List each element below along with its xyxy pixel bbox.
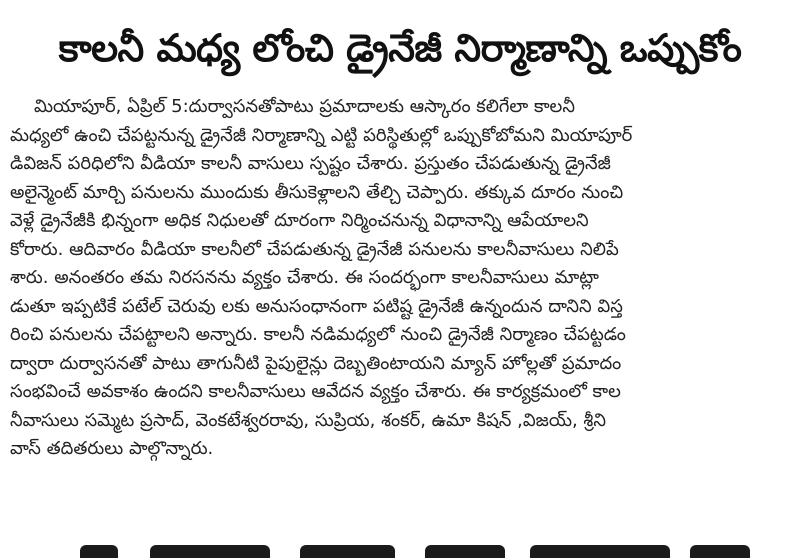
body-line: సంభవించే అవకాశం ఉందని కాలనీవాసులు ఆవేదన వ్యక్తం చేశారు. ఈ కార్యక్రమంలో కాల xyxy=(10,381,621,402)
body-line: మధ్యలో ఉంచి చేపట్టనున్న డ్రైనేజీ నిర్మాణాన్ని ఎట్టి పరిస్థితుల్లో ఒప్పుకోబోమని మియాపూర్ xyxy=(10,124,633,146)
body-line: కోరారు. ఆదివారం వీడియా కాలనీలో చేపడుతున్న డ్రైనేజీ పనులను కాలనీవాసులు నిలిపే xyxy=(10,238,619,260)
article-body xyxy=(10,93,790,464)
body-line: ద్వారా దుర్వాసనతో పాటు తాగునీటి పైపులైన్లు దెబ్బతింటాయని మ్యాన్ హోల్లతో ప్రమాదం xyxy=(10,352,622,374)
body-line: డివిజన్ పరిధిలోని వీడియా కాలనీ వాసులు స్పష్టం చేశారు. ప్రస్తుతం చేపడుతున్న డ్రైనేజీ xyxy=(10,153,611,174)
article-headline: కాలనీ మధ్య లోంచి డ్రైనేజీ నిర్మాణాన్ని ఒప్పుకోం xyxy=(58,26,742,70)
body-line: నీవాసులు సమ్మెట ప్రసాద్, వెంకటేశ్వరరావు, సుప్రియ, శంకర్, ఉమా కిషన్ ,విజయ్, శ్రీని xyxy=(10,409,606,431)
body-line: వాస్ తదితరులు పాల్గొన్నారు. xyxy=(10,438,214,459)
body-line: డుతూ ఇప్పటికే పటేల్ చెరువు లకు అనుసంధానంగా పటిష్ట డ్రైనేజీ ఉన్నందున దానిని విస్త xyxy=(10,295,623,317)
body-line: శారు. అనంతరం తమ నిరసనను వ్యక్తం చేశారు. ఈ సందర్భంగా కాలనీవాసులు మాట్లా xyxy=(10,267,599,288)
body-line: మియాపూర్, ఏప్రిల్ 5:దుర్వాసనతోపాటు ప్రమాదాలకు ఆస్కారం కలిగేలా కాలనీ xyxy=(34,96,575,117)
next-article-cut-off-text xyxy=(60,545,760,558)
body-line: రించి పనులను చేపట్టాలని అన్నారు. కాలనీ నడిమధ్యలో నుంచి డ్రైనేజీ నిర్మాణం చేపట్టడం xyxy=(10,324,626,345)
body-line: అలైన్మెంట్ మార్చి పనులను ముందుకు తీసుకెళ్లాలని తేల్చి చెప్పారు. తక్కువ దూరం నుంచి xyxy=(10,181,624,203)
body-line: వెళ్లే డ్రైనేజీకి భిన్నంగా అధిక నిధులతో దూరంగా నిర్మించనున్న విధానాన్ని ఆపేయాలని xyxy=(10,210,589,231)
